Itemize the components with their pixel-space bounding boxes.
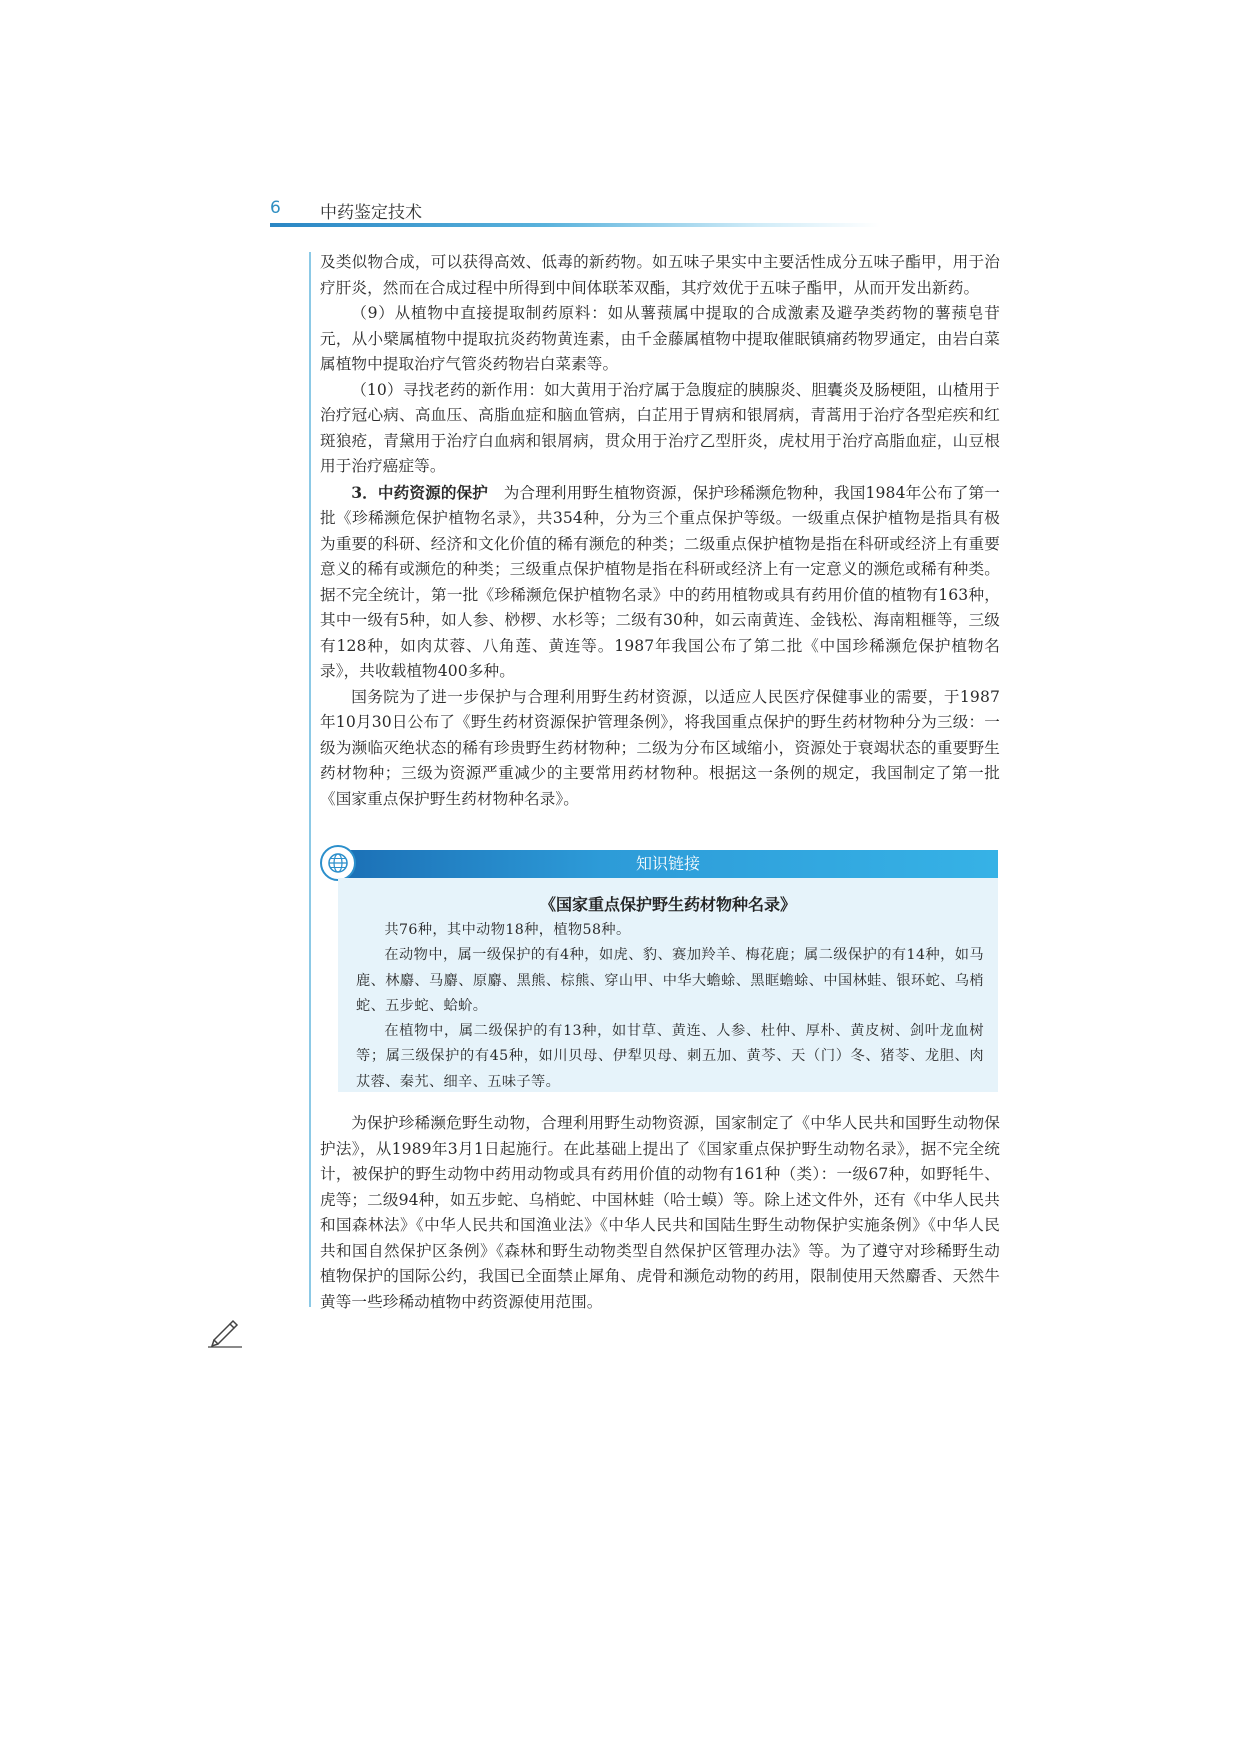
page-number: 6 (270, 198, 281, 218)
paragraph-item-9: （9）从植物中直接提取制药原料：如从薯蓣属中提取的合成激素及避孕类药物的薯蓣皂苷元，从小檗属植物中提取抗炎药物黄连素，由千金藤属植物中提取催眠镇痛药物罗通定，由岩白菜属植物中提取治疗气管炎药物岩白菜素等。 (320, 304, 1000, 373)
after-box-text (320, 1111, 1000, 1315)
knowledge-link-bar (338, 850, 998, 878)
section-3-text: 为合理利用野生植物资源，保护珍稀濒危物种，我国1984年公布了第一批《珍稀濒危保护植物名录》，共354种，分为三个重点保护等级。一级重点保护植物是指具有极为重要的科研、经济和文化价值的稀有濒危的种类；二级重点保护植物是指在科研或经济上有重要意义的稀有或濒危的种类；三级重点保护植物是指在科研或经济上有一定意义的濒危或稀有种类。据不完全统计，第一批《珍稀濒危保护植物名录》中的药用植物或具有药用价值的植物有163种，其中一级有5种，如人参、桫椤、水杉等；二级有30种，如云南黄连、金钱松、海南粗榧等，三级有128种，如肉苁蓉、八角莲、黄连等。1987年我国公布了第二批《中国珍稀濒危保护植物名录》，共收载植物400多种。 (320, 483, 1000, 680)
margin-rule (309, 252, 311, 1307)
paragraph-continued: 及类似物合成，可以获得高效、低毒的新药物。如五味子果实中主要活性成分五味子酯甲，用于治疗肝炎，然而在合成过程中所得到中间体联苯双酯，其疗效优于五味子酯甲，从而开发出新药。 (320, 253, 1000, 297)
section-3-heading: 3．中药资源的保护 (351, 482, 489, 502)
book-title: 中药鉴定技术 (320, 203, 422, 223)
knowledge-link-box (320, 848, 998, 1092)
page-header (270, 196, 880, 230)
knowledge-link-body (338, 878, 998, 1092)
paragraph-wildlife: 为保护珍稀濒危野生动物，合理利用野生动物资源，国家制定了《中华人民共和国野生动物保护法》，从1989年3月1日起施行。在此基础上提出了《国家重点保护野生动物名录》，据不完全统计，被保护的野生动物中药用动物或具有药用价值的动物有161种（类）：一级67种，如野牦牛、虎等；二级94种，如五步蛇、乌梢蛇、中国林蛙（哈士蟆）等。除上述文件外，还有《中华人民共和国森林法》《中华人民共和国渔业法》《中华人民共和国陆生野生动物保护实施条例》《中华人民共和国自然保护区条例》《森林和野生动物类型自然保护区管理办法》等。为了遵守对珍稀野生动植物保护的国际公约，我国已全面禁止犀角、虎骨和濒危动物的药用，限制使用天然麝香、天然牛黄等一些珍稀动植物中药资源使用范围。 (320, 1114, 1000, 1311)
globe-icon (320, 845, 356, 881)
header-rule (270, 223, 880, 227)
paragraph-section-3 (320, 480, 1000, 685)
knowledge-link-heading: 《国家重点保护野生药材物种名录》 (539, 895, 796, 914)
knowledge-link-text (356, 918, 984, 1095)
paragraph-state-council: 国务院为了进一步保护与合理利用野生药材资源，以适应人民医疗保健事业的需要，于1987年10月30日公布了《野生药材资源保护管理条例》，将我国重点保护的野生药材物种分为三级：一级为濒临灭绝状态的稀有珍贵野生药材物种；二级为分布区域缩小，资源处于衰竭状态的重要野生药材物种；三级为资源严重减少的主要常用药材物种。根据这一条例的规定，我国制定了第一批《国家重点保护野生药材物种名录》。 (320, 687, 1000, 808)
knowledge-line: 在植物中，属二级保护的有13种，如甘草、黄连、人参、杜仲、厚朴、黄皮树、剑叶龙血树等；属三级保护的有45种，如川贝母、伊犁贝母、刺五加、黄芩、天（门）冬、猪苓、龙胆、肉苁蓉、秦艽、细辛、五味子等。 (356, 1023, 984, 1090)
knowledge-line: 共76种，其中动物18种，植物58种。 (384, 922, 631, 938)
knowledge-line: 在动物中，属一级保护的有4种，如虎、豹、赛加羚羊、梅花鹿；属二级保护的有14种，如马鹿、林麝、马麝、原麝、黑熊、棕熊、穿山甲、中华大蟾蜍、黑眶蟾蜍、中国林蛙、银环蛇、乌梢蛇、五步蛇、蛤蚧。 (356, 947, 984, 1014)
main-text (320, 250, 1000, 812)
pen-icon (206, 1318, 246, 1348)
knowledge-link-label: 知识链接 (635, 854, 700, 873)
paragraph-item-10: （10）寻找老药的新作用：如大黄用于治疗属于急腹症的胰腺炎、胆囊炎及肠梗阻，山楂用于治疗冠心病、高血压、高脂血症和脑血管病，白芷用于胃病和银屑病，青蒿用于治疗各型疟疾和红斑狼疮，青黛用于治疗白血病和银屑病，贯众用于治疗乙型肝炎，虎杖用于治疗高脂血症，山豆根用于治疗癌症等。 (320, 380, 1000, 475)
